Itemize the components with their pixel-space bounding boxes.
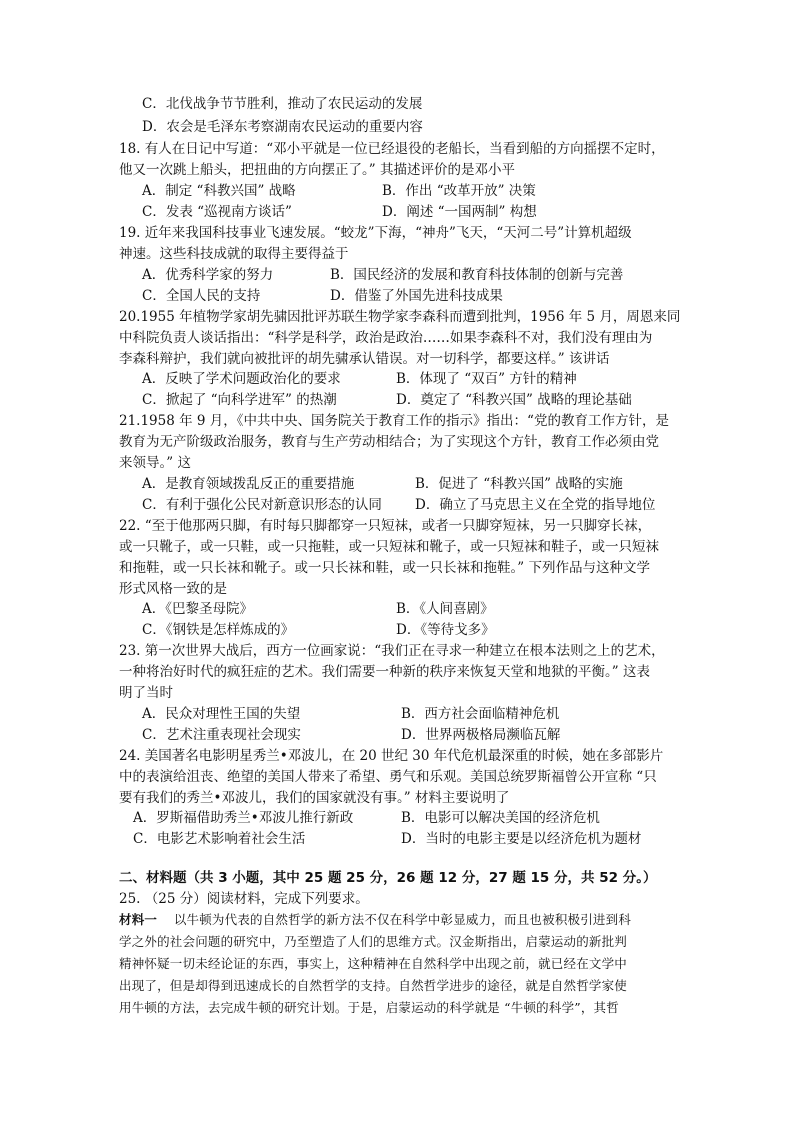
q18-option-b: B．作出 “改革开放” 决策 [382,183,536,199]
q25-stem: 25. （25 分）阅读材料，完成下列要求。 [119,891,369,907]
q19-option-a: A．优秀科学家的努力 [142,267,274,283]
q21-option-d: D．确立了马克思主义在全党的指导地位 [415,497,656,513]
q21-stem-line3: 来领导。” 这 [119,455,191,471]
q20-stem-line2: 中科院负责人谈话指出：“科学是科学，政治是政治……如果李森科不对，我们没有理由为 [119,330,653,346]
q17-option-d: D．农会是毛泽东考察湖南农民运动的重要内容 [142,119,423,135]
q22-stem-line3: 和拖鞋，或一只长袜和靴子。或一只长袜和鞋，或一只长袜和拖鞋。” 下列作品与这种文学 [119,560,650,576]
q20-option-b: B．体现了 “双百” 方针的精神 [396,371,577,387]
q21-stem-line2: 教育为无产阶级政治服务，教育与生产劳动相结合；为了实现这个方针，教育工作必须由党 [119,434,659,450]
q22-stem-line1: 22. “至于他那两只脚，有时每只脚都穿一只短袜，或者一只脚穿短袜，另一只脚穿长袜， [119,518,652,534]
material1-label: 材料一 [119,912,158,927]
q18-stem-line1: 18. 有人在日记中写道：“邓小平就是一位已经退役的老船长，当看到船的方向摇摆不定时， [119,141,665,157]
q18-option-a: A．制定 “科教兴国” 战略 [142,183,296,199]
q24-stem-line3: 要有我们的秀兰•邓波儿，我们的国家就没有事。” 材料主要说明了 [119,790,510,806]
q19-option-d: D．借鉴了外国先进科技成果 [330,288,503,304]
q21-option-c: C．有利于强化公民对新意识形态的认同 [142,497,382,513]
q23-stem-line1: 23. 第一次世界大战后，西方一位画家说：“我们正在寻求一种建立在根本法则之上的艺术， [119,643,665,659]
material1-text: 以牛顿为代表的自然哲学的新方法不仅在科学中彰显威力，而且也被积极引进到科 [173,912,632,927]
q23-option-a: A．民众对理性王国的失望 [142,706,301,722]
q18-option-d: D．阐述 “一国两制” 构想 [382,204,537,220]
q22-option-d: D．《等待戈多》 [396,622,495,638]
q23-stem-line3: 明了当时 [119,685,173,701]
material1-line1 [119,910,631,930]
q18-stem-line2: 他又一次跳上船头，把扭曲的方向摆正了。” 其描述评价的是邓小平 [119,162,515,178]
q20-option-a: A．反映了学术问题政治化的要求 [142,371,341,387]
q22-option-a: A．《巴黎圣母院》 [142,601,253,617]
q20-option-d: D．奠定了 “科教兴国” 战略的理论基础 [396,392,632,408]
q23-option-b: B．西方社会面临精神危机 [401,706,560,722]
q22-stem-line2: 或一只靴子，或一只鞋，或一只拖鞋，或一只短袜和靴子，或一只短袜和鞋子，或一只短袜 [119,539,659,555]
q23-option-c: C．艺术注重表现社会现实 [142,727,301,743]
q19-option-b: B．国民经济的发展和教育科技体制的创新与完善 [330,267,624,283]
q20-option-c: C．掀起了 “向科学进军” 的热潮 [142,392,337,408]
material1-line2: 学之外的社会问题的研究中，乃至塑造了人们的思维方式。汉金斯指出，启蒙运动的新批判 [119,934,628,949]
q24-option-d: D．当时的电影主要是以经济危机为题材 [401,831,642,847]
section2-heading: 二、材料题（共 3 小题，其中 25 题 25 分，26 题 12 分，27 题 15 分，共 52 分。） [119,870,657,886]
q24-option-a: A．罗斯福借助秀兰•邓波儿推行新政 [133,810,354,826]
q24-stem-line1: 24. 美国著名电影明星秀兰•邓波儿，在 20 世纪 30 年代危机最深重的时候，她在多部影片 [119,748,664,764]
q22-option-b: B．《人间喜剧》 [396,601,494,617]
q22-stem-line4: 形式风格一致的是 [119,581,227,597]
q20-stem-line3: 李森科辩护，我们就向被批评的胡先骕承认错误。对一切科学，都要这样。” 该讲话 [119,351,610,367]
q19-stem-line1: 19. 近年来我国科技事业飞速发展。“蛟龙”下海，“神舟”飞天，“天河二号”计算机超级 [119,225,632,241]
q19-stem-line2: 神速。这些科技成就的取得主要得益于 [119,246,349,262]
q23-stem-line2: 一种将治好时代的疯狂症的艺术。我们需要一种新的秩序来恢复天堂和地狱的平衡。” 这表 [119,664,650,680]
q23-option-d: D．世界两极格局濒临瓦解 [401,727,561,743]
q21-stem-line1: 21.1958 年 9 月，《中共中央、国务院关于教育工作的指示》指出：“党的教育工作方针，是 [119,413,669,429]
q24-option-c: C．电影艺术影响着社会生活 [133,831,306,847]
q17-option-c: C．北伐战争节节胜利，推动了农民运动的发展 [142,96,423,112]
q19-option-c: C．全国人民的支持 [142,288,261,304]
q22-option-c: C．《钢铁是怎样炼成的》 [142,622,295,638]
material1-line3: 精神怀疑一切未经论证的东西，事实上，这种精神在自然科学中出现之前，就已经在文学中 [119,956,628,971]
q21-option-b: B．促进了 “科教兴国” 战略的实施 [415,476,623,492]
q21-option-a: A．是教育领域拨乱反正的重要措施 [142,476,355,492]
material1-line4: 出现了，但是却得到迅速成长的自然哲学的支持。自然哲学进步的途径，就是自然哲学家使 [119,978,628,993]
q24-option-b: B．电影可以解决美国的经济危机 [401,810,600,826]
material1-line5: 用牛顿的方法，去完成牛顿的研究计划。于是，启蒙运动的科学就是 “牛顿的科学”，其哲 [119,1000,619,1015]
q24-stem-line2: 中的表演给沮丧、绝望的美国人带来了希望、勇气和乐观。美国总统罗斯福曾公开宣称 “只 [119,769,657,785]
q18-option-c: C．发表 “巡视南方谈话” [142,204,292,220]
q20-stem-line1: 20.1955 年植物学家胡先骕因批评苏联生物学家李森科而遭到批判，1956 年 5 月，周恩来同 [119,309,681,325]
